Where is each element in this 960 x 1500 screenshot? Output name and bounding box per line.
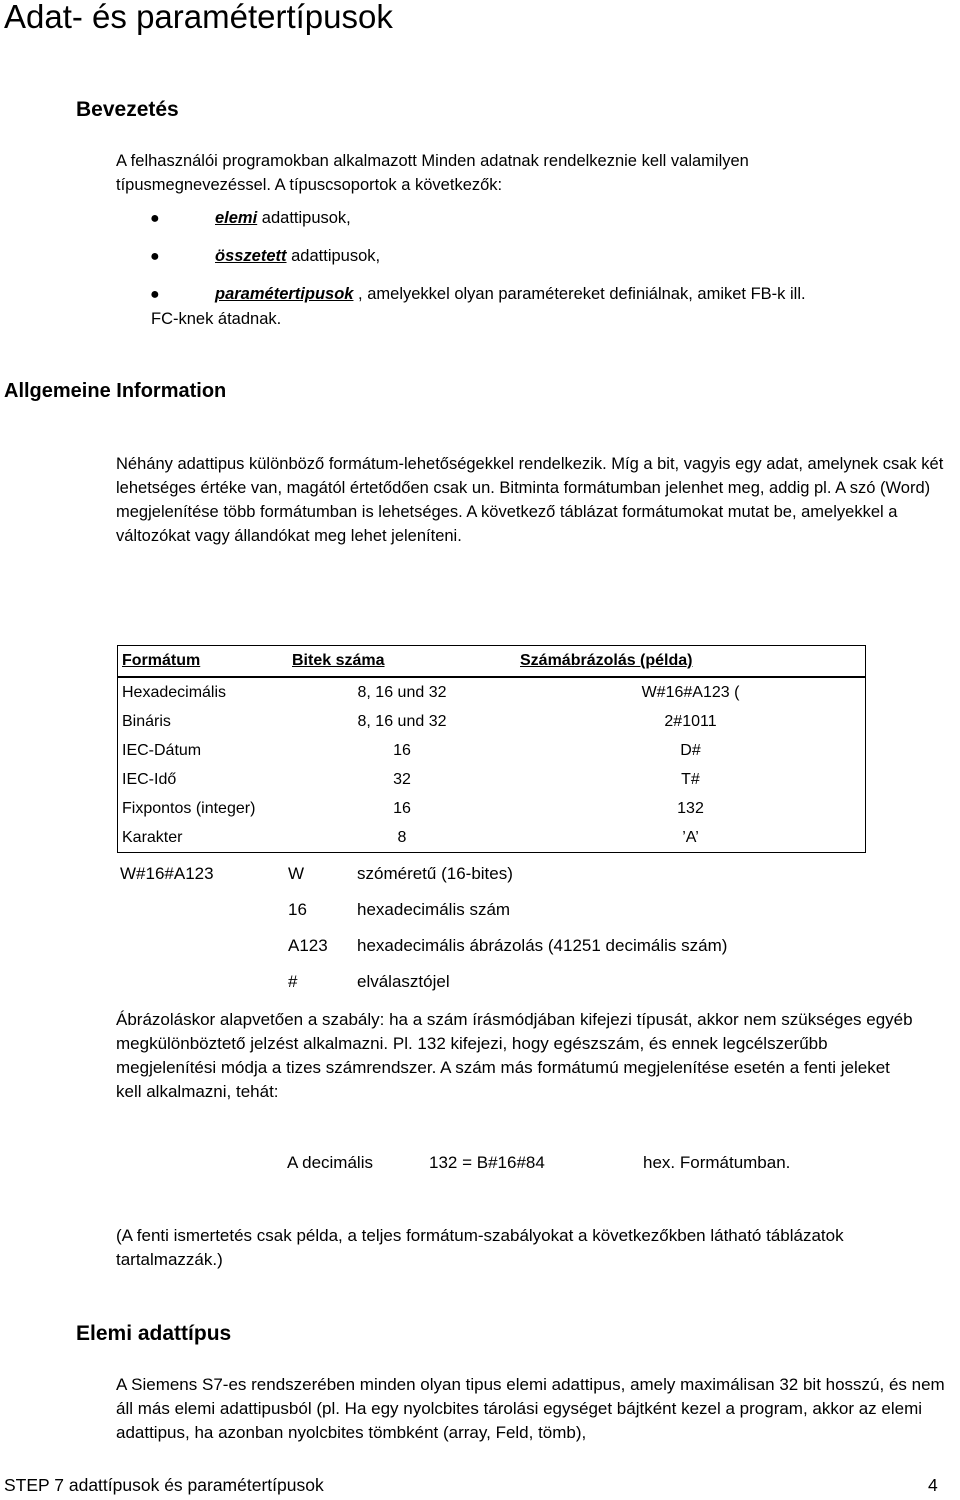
intro-paragraph: A felhasználói programokban alkalmazott Minden adatnak rendelkeznie kell valamilyen típusmegnevezéssel. A típuscsoportok a következők:	[116, 152, 749, 194]
table-cell: D#	[680, 741, 701, 759]
table-header-cell: Bitek száma	[288, 646, 516, 678]
table-cell: Hexadecimális	[122, 683, 227, 701]
example-equation: 132 = B#16#84	[429, 1153, 545, 1172]
legend-example: W#16#A123	[120, 864, 214, 883]
table-header-cell: Formátum	[118, 646, 289, 678]
legend-key: 16	[288, 900, 307, 919]
table-header-row	[118, 646, 866, 678]
list-item	[215, 209, 351, 228]
section-heading-elemi: Elemi adattípus	[76, 1322, 232, 1345]
list-item-term: elemi	[215, 209, 258, 227]
table-cell: ’A’	[682, 828, 699, 846]
page-title: Adat- és paramétertípusok	[4, 0, 393, 35]
table-cell: 8, 16 und 32	[357, 712, 447, 730]
table-row	[118, 677, 866, 707]
abrazolas-paragraph: Ábrázoláskor alapvetően a szabály: ha a szám írásmódjában kifejezi típusát, akkor nem szükséges egyéb megkülönböztető jelzést alkalmazni. Pl. 132 kifejezi, hogy egészszám, és ennek legcélszerűbb megjelenítési módja a tizes számrendszer. A szám más formátumú megjelenítése esetén a fenti jeleket kell alkalmazni, tehát:	[116, 1010, 913, 1101]
note-paragraph: (A fenti ismertetés csak példa, a teljes formátum-szabályokat a következőkben látható táblázatok tartalmazzák.)	[116, 1226, 844, 1269]
list-item-text: adattipusok,	[286, 247, 381, 265]
list-item-text: , amelyekkel olyan paramétereket definiálnak, amiket FB-k ill.	[353, 285, 806, 303]
elemi-paragraph: A Siemens S7-es rendszerében minden olyan tipus elemi adattipus, amely maximálisan 32 bit hosszú, és nem áll más elemi adattipusból (pl. Ha egy nyolcbites tárolási egységet bájtként kezel a program, akkor az elemi adattipus, ha azonban nyolcbites tömbként (array, Feld, tömb),	[116, 1375, 945, 1442]
table-cell: 8	[397, 828, 407, 846]
legend-key: A123	[288, 936, 328, 955]
legend-key: #	[288, 972, 298, 991]
table-cell: 16	[393, 741, 411, 759]
list-item	[215, 285, 806, 304]
legend-key: W	[288, 864, 305, 883]
legend-desc: szóméretű (16-bites)	[357, 864, 513, 883]
table-cell: Karakter	[122, 828, 183, 846]
table-cell: T#	[681, 770, 700, 788]
table-cell: 32	[393, 770, 411, 788]
table-row	[118, 736, 866, 765]
legend-desc: elválasztójel	[357, 972, 450, 991]
list-item-continuation: FC-knek átadnak.	[151, 310, 282, 328]
table-row	[118, 765, 866, 794]
section-heading-bevezetes: Bevezetés	[76, 98, 179, 121]
table-row	[118, 823, 866, 853]
table-cell: IEC-Dátum	[122, 741, 202, 759]
table-cell: IEC-Idő	[122, 770, 177, 788]
table-cell: 132	[677, 799, 704, 817]
page-number: 4	[928, 1475, 938, 1495]
table-cell: Bináris	[122, 712, 171, 730]
bullet-icon: ●	[150, 286, 160, 303]
list-item-term: összetett	[215, 247, 287, 265]
section-heading-allgemeine: Allgemeine Information	[4, 380, 227, 402]
list-item-term: paramétertipusok	[215, 285, 354, 303]
example-label: A decimális	[287, 1153, 373, 1172]
table-row	[118, 794, 866, 823]
format-table	[117, 645, 866, 853]
example-suffix: hex. Formátumban.	[643, 1153, 791, 1172]
table-cell: 2#1011	[664, 712, 717, 730]
table-cell: 16	[393, 799, 411, 817]
legend-desc: hexadecimális ábrázolás (41251 decimális szám)	[357, 936, 728, 955]
list-item-text: adattipusok,	[257, 209, 351, 227]
bullet-icon: ●	[150, 248, 160, 265]
footer-text: STEP 7 adattípusok és paramétertípusok	[4, 1475, 324, 1495]
bullet-icon: ●	[150, 210, 160, 227]
allgemeine-paragraph: Néhány adattipus különböző formátum-lehetőségekkel rendelkezik. Míg a bit, vagyis egy adat, amelynek csak két lehetséges értéke van, magától értetődően csak un. Bitminta formátumban jelenhet meg, addig pl. A szó (Word) megjelenítése több formátumban is lehetséges. A következő táblázat formátumokat mutat be, amelyekkel a változókat vagy állandókat meg lehet jeleníteni.	[116, 455, 944, 545]
table-cell: Fixpontos (integer)	[122, 799, 256, 817]
table-header-cell: Számábrázolás (példa)	[516, 646, 866, 678]
table-cell: 8, 16 und 32	[357, 683, 447, 701]
table-cell: W#16#A123 (	[641, 683, 740, 701]
legend-desc: hexadecimális szám	[357, 900, 511, 919]
list-item	[215, 247, 380, 266]
table-row	[118, 707, 866, 736]
